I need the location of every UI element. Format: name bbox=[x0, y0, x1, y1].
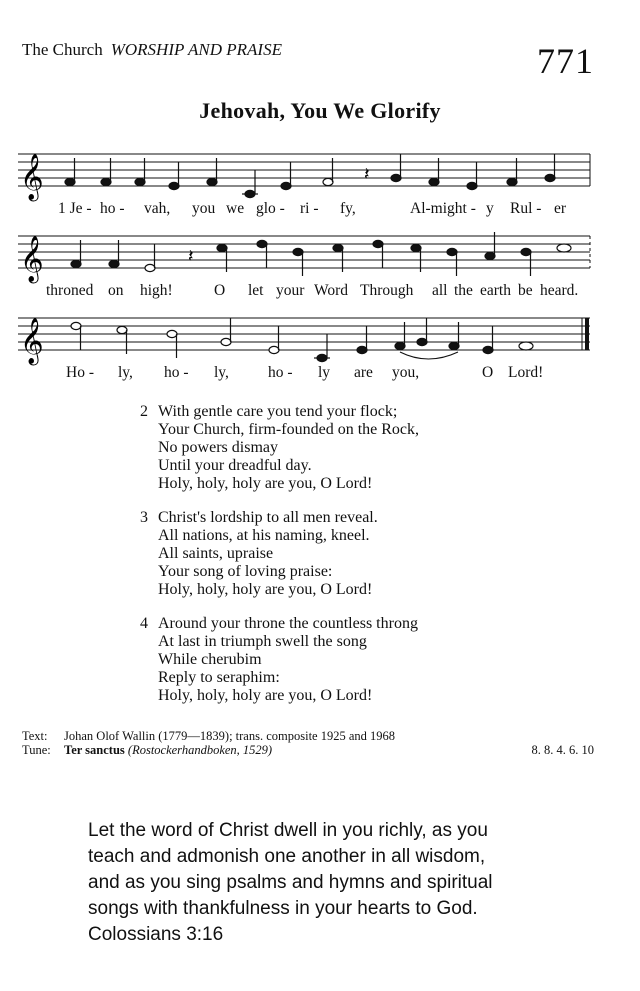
lyric-3-9: O bbox=[482, 364, 494, 381]
lyric-3-3: ho - bbox=[164, 364, 189, 381]
section-label: WORSHIP AND PRAISE bbox=[110, 40, 282, 59]
lyric-2-11: earth bbox=[480, 282, 511, 299]
lyric-1-8: fy, bbox=[340, 200, 356, 217]
staff-2-notes bbox=[71, 232, 571, 276]
treble-clef-icon: 𝄞 bbox=[20, 154, 44, 200]
verse-4 bbox=[140, 615, 419, 705]
lyric-2-10: the bbox=[454, 282, 473, 299]
lyric-1-12: er bbox=[554, 200, 567, 217]
scripture-line: Let the word of Christ dwell in you richly, as you bbox=[88, 820, 488, 841]
text-credit: Johan Olof Wallin (1779—1839); trans. composite 1925 and 1968 bbox=[64, 729, 396, 743]
lyric-1-2: ho - bbox=[100, 200, 125, 217]
scripture-line: songs with thankfulness in your hearts to God. bbox=[88, 898, 478, 919]
lyric-1-5: we bbox=[226, 200, 245, 217]
verse-number: 4 bbox=[140, 615, 148, 632]
verse-3 bbox=[140, 509, 419, 599]
lyric-3-4: ly, bbox=[214, 364, 229, 381]
lyric-2-6: your bbox=[276, 282, 305, 299]
lyric-2-13: heard. bbox=[540, 282, 579, 299]
verse-number: 3 bbox=[140, 509, 148, 526]
verse-line: Your Church, firm-founded on the Rock, bbox=[158, 421, 420, 438]
lyric-2-12: be bbox=[518, 282, 533, 299]
lyric-1-11: Rul - bbox=[510, 200, 542, 217]
verse-line: Holy, holy, holy are you, O Lord! bbox=[158, 687, 373, 704]
tune-credit-label: Tune: bbox=[22, 743, 51, 757]
hymn-title: Jehovah, You We Glorify bbox=[199, 98, 441, 123]
lyric-3-6: ly bbox=[318, 364, 331, 381]
lyric-1-9: Al-might - bbox=[410, 200, 476, 217]
verse-line: All saints, upraise bbox=[158, 545, 274, 562]
lyric-2-5: let bbox=[248, 282, 264, 299]
lyric-1-7: ri - bbox=[300, 200, 319, 217]
verse-line: At last in triumph swell the song bbox=[158, 633, 367, 650]
staff-1-notes bbox=[65, 154, 555, 198]
music-staff-2 bbox=[18, 228, 598, 288]
music-staff-1 bbox=[18, 146, 598, 206]
lyric-2-9: all bbox=[432, 282, 448, 299]
verse-line: With gentle care you tend your flock; bbox=[158, 403, 398, 420]
verse-number: 2 bbox=[140, 403, 148, 420]
lyric-3-5: ho - bbox=[268, 364, 293, 381]
verse-line: Holy, holy, holy are you, O Lord! bbox=[158, 475, 373, 492]
meter: 8. 8. 4. 6. 10 bbox=[531, 743, 594, 757]
text-credit-label: Text: bbox=[22, 729, 48, 743]
staff-3-notes bbox=[71, 318, 533, 362]
verse-line: While cherubim bbox=[158, 651, 262, 668]
quarter-rest-icon: 𝄽 bbox=[364, 164, 370, 185]
verse-line: All nations, at his naming, kneel. bbox=[158, 527, 370, 544]
lyric-3-8: you, bbox=[392, 364, 420, 381]
scripture-line: and as you sing psalms and hymns and spiritual bbox=[88, 872, 493, 893]
scripture-quote bbox=[88, 818, 538, 948]
verses bbox=[140, 403, 419, 721]
verse-line: Around your throne the countless throng bbox=[158, 615, 418, 632]
treble-clef-icon: 𝄞 bbox=[20, 236, 44, 282]
music-staff-3 bbox=[18, 310, 598, 372]
lyric-3-7: are bbox=[354, 364, 373, 381]
verse-line: Holy, holy, holy are you, O Lord! bbox=[158, 581, 373, 598]
scripture-reference: Colossians 3:16 bbox=[88, 924, 224, 945]
verse-line: Until your dreadful day. bbox=[158, 457, 312, 474]
lyric-2-1: throned bbox=[46, 282, 94, 299]
slur bbox=[400, 352, 458, 359]
verse-2 bbox=[140, 403, 419, 493]
lyric-1-10: y bbox=[486, 200, 494, 217]
lyric-3-2: ly, bbox=[118, 364, 133, 381]
lyric-2-4: O bbox=[214, 282, 226, 299]
verse-line: Reply to seraphim: bbox=[158, 669, 280, 686]
credits bbox=[22, 729, 395, 757]
lyric-1-4: you bbox=[192, 200, 216, 217]
lyric-2-8: Through bbox=[360, 282, 414, 299]
treble-clef-icon: 𝄞 bbox=[20, 318, 44, 364]
lyric-2-2: on bbox=[108, 282, 124, 299]
verse-line: Christ's lordship to all men reveal. bbox=[158, 509, 378, 526]
lyric-2-7: Word bbox=[314, 282, 349, 299]
lyric-2-3: high! bbox=[140, 282, 173, 299]
lyric-3-10: Lord! bbox=[508, 364, 544, 381]
lyric-1-3: vah, bbox=[144, 200, 171, 217]
verse-line: Your song of loving praise: bbox=[158, 563, 333, 580]
scripture-line: teach and admonish one another in all wisdom, bbox=[88, 846, 486, 867]
lyric-1-6: glo - bbox=[256, 200, 285, 217]
verse-line: No powers dismay bbox=[158, 439, 278, 456]
category-label: The Church bbox=[22, 40, 103, 59]
lyric-3-1: Ho - bbox=[66, 364, 94, 381]
tune-name: Ter sanctus bbox=[64, 743, 125, 757]
hymn-number: 771 bbox=[537, 41, 594, 81]
page-header bbox=[22, 40, 282, 60]
lyric-1-1: 1 Je - bbox=[58, 200, 92, 217]
quarter-rest-icon: 𝄽 bbox=[188, 246, 194, 267]
tune-source: (Rostockerhandboken, 1529) bbox=[127, 743, 273, 757]
